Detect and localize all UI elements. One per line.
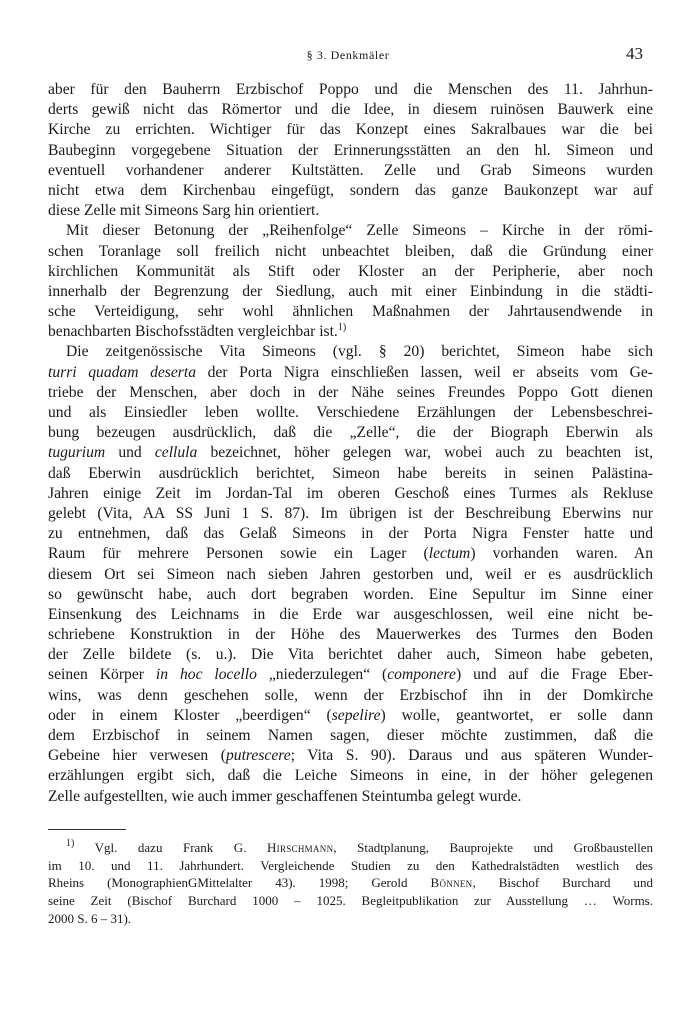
- latin-term: cellula: [154, 444, 198, 462]
- author-name: Hirschmann: [266, 840, 334, 855]
- footnote: [48, 839, 653, 927]
- text-segment: , Stadtplanung, Bauprojekte und Großbaustellen: [333, 840, 653, 855]
- text-segment: „niederzulegen“ (: [268, 666, 388, 684]
- footnote-reference: 1): [337, 322, 347, 334]
- text-line: Jahren einige Zeit im Jordan-Tal im oberen Geschoß eines Turmes als Rekluse: [48, 484, 653, 502]
- text-segment: ; Vita S. 90). Daraus und aus späteren Wunder-: [290, 747, 653, 765]
- text-line: derts gewiß nicht das Römertor und die Idee, in diesem ruinösen Bauwerk eine: [48, 101, 653, 119]
- body-text: [48, 80, 653, 807]
- latin-term: lectum: [428, 545, 471, 563]
- text-line: [48, 322, 653, 342]
- text-segment: bezeichnet, höher gelegen war, wobei auch zu beachten ist,: [210, 444, 653, 462]
- latin-term: turri quadam deserta: [48, 363, 196, 381]
- text-line: der Zelle bildete (s. u.). Die Vita berichtet daher auch, Simeon habe gebeten,: [48, 646, 653, 664]
- text-line: Einsenkung des Leichnams in die Erde war ausgeschlossen, weil eine nicht be-: [48, 605, 653, 623]
- latin-term: putrescere: [226, 747, 291, 765]
- footnote-line: seine Zeit (Bischof Burchard 1000 – 1025. Begleitpublikation zur Ausstellung … Worms.: [48, 893, 653, 909]
- text-segment: , Bischof Burchard und: [472, 875, 653, 891]
- text-line: [48, 342, 653, 362]
- text-segment: oder in einem Kloster „beerdigen“ (: [48, 706, 332, 724]
- footnote-line: [48, 874, 653, 892]
- text-line: schen Toranlage soll freilich nicht unbeachtet bleiben, daß die Gründung einer: [48, 242, 653, 260]
- latin-term: sepelire: [331, 706, 381, 724]
- text-line: innerhalb der Begrenzung der Siedlung, auch mit einer Einbindung in die städti-: [48, 282, 653, 300]
- text-line: Baubeginn vorgegebene Situation der Erinnerungsstätten an den hl. Simeon und: [48, 141, 653, 159]
- text-line: kirchlichen Kommunität als Stift oder Kloster an der Peripherie, aber noch: [48, 262, 653, 280]
- text-line: Kirche zu errichten. Wichtiger für das Konzept eines Sakralbaues war die bei: [48, 121, 653, 139]
- text-segment: seinen Körper: [48, 666, 144, 684]
- text-segment: Die zeitgenössische Vita Simeons (vgl. § 20) berichtet, Simeon habe sich: [66, 343, 653, 361]
- latin-term: tugurium: [48, 444, 106, 462]
- text-line: [48, 665, 653, 685]
- page-number: 43: [626, 44, 643, 63]
- text-segment: Vgl. dazu Frank G.: [94, 840, 267, 855]
- text-line: triebe der Menschen, aber doch in der Nähe seines Freundes Poppo Gott dienen: [48, 383, 653, 401]
- latin-term: componere: [387, 666, 456, 684]
- text-line: und als Einsiedler leben wollte. Verschiedene Erzählungen der Lebensbeschrei-: [48, 404, 653, 421]
- text-line: so gewünscht habe, auch dort begraben worden. Eine Sepultur im Sinne einer: [48, 585, 653, 603]
- footnote-divider: [48, 829, 126, 830]
- text-line: [48, 363, 653, 383]
- text-line: nicht etwa dem Kirchenbau eingefügt, sondern das ganze Baukonzept war auf: [48, 181, 653, 199]
- text-line: sche Verteidigung, sehr wohl ähnlichen Maßnahmen der Jahrtausendwende in: [48, 303, 653, 321]
- text-line: [48, 746, 653, 766]
- text-line: wins, was denn geschehen solle, wenn der Erzbischof ihn in der Domkirche: [48, 686, 653, 704]
- text-segment: der Porta Nigra einschließen lassen, weil er abseits vom Ge-: [207, 363, 653, 381]
- text-line: bung bezeugen ausdrücklich, daß die „Zelle“, die der Biograph Eberwin als: [48, 424, 653, 442]
- text-line: zu entnehmen, daß das Gelaß Simeons in der Porta Nigra Fenster hatte und: [48, 525, 653, 543]
- text-segment: Rheins (MonographienGMittelalter 43). 1998; Gerold: [48, 875, 431, 891]
- text-line: daß Eberwin ausdrücklich berichtet, Simeon habe bereits in seinen Palästina-: [48, 464, 653, 482]
- text-segment: Gebeine hier verwesen (: [48, 747, 226, 765]
- text-segment: ) vorhanden waren. An: [470, 545, 653, 563]
- text-segment: benachbarten Bischofsstädten vergleichbar ist.: [48, 323, 338, 341]
- text-segment: und: [118, 444, 142, 462]
- author-name: Bönnen: [430, 875, 473, 891]
- text-line: erzählungen ergibt sich, daß die Leiche Simeons in eine, in der höher gelegenen: [48, 767, 653, 785]
- text-line: Zelle aufgestellten, wie auch immer geschaffenen Steintumba gelegt wurde.: [48, 787, 522, 805]
- text-line: [48, 544, 653, 564]
- text-line: dem Erzbischof in seinem Namen sagen, dieser möchte zustimmen, daß die: [48, 727, 653, 744]
- footnote-marker: 1): [66, 839, 75, 849]
- latin-term: in hoc locello: [155, 666, 257, 684]
- text-line: schriebene Konstruktion in der Höhe des Mauerwerkes des Turmes den Boden: [48, 626, 653, 644]
- text-line: [48, 443, 653, 463]
- section-title: § 3. Denkmäler: [306, 48, 390, 62]
- text-segment: ) wolle, geantwortet, er solle dann: [380, 706, 653, 724]
- text-segment: Raum für mehrere Personen sowie ein Lager (: [48, 545, 429, 563]
- text-line: Mit dieser Betonung der „Reihenfolge“ Zelle Simeons – Kirche in der römi-: [66, 222, 653, 240]
- footnote-line: 2000 S. 6 – 31).: [48, 910, 132, 926]
- text-line: eventuell vorhandener anderer Kultstätten. Zelle und Grab Simeons wurden: [48, 161, 653, 179]
- footnote-line: [48, 839, 653, 857]
- footnote-line: im 10. und 11. Jahrhundert. Vergleichende Studien zu den Kathedralstädten westlich des: [48, 857, 653, 873]
- running-head: [48, 44, 648, 66]
- text-line: [48, 706, 653, 726]
- text-line: diese Zelle mit Simeons Sarg hin orientiert.: [48, 202, 320, 220]
- text-line: gelebt (Vita, AA SS Juni 1 S. 87). Im übrigen ist der Beschreibung Eberwins nur: [48, 504, 653, 522]
- text-line: aber für den Bauherrn Erzbischof Poppo und die Menschen des 11. Jahrhun-: [48, 81, 653, 98]
- text-segment: ) und auf die Frage Eber-: [455, 666, 653, 684]
- text-line: diesem Ort sei Simeon nach sieben Jahren gestorben und, weil er es ausdrücklich: [48, 565, 653, 583]
